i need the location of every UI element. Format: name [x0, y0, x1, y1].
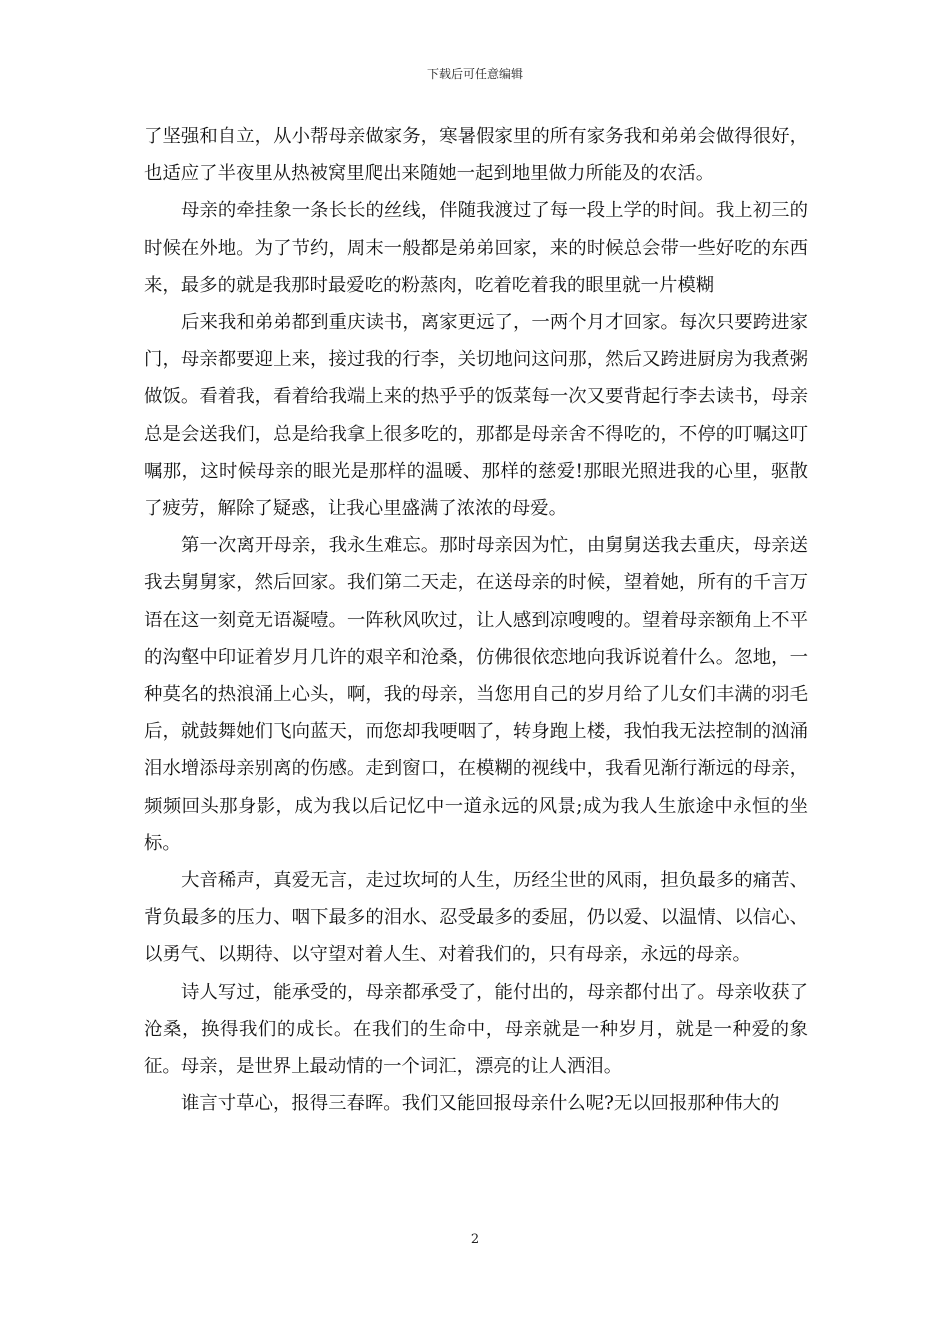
paragraph-5: 大音稀声，真爱无言，走过坎坷的人生，历经尘世的风雨，担负最多的痛苦、背负最多的压力、咽下最多的泪水、忍受最多的委屈，仍以爱、以温情、以信心、以勇气、以期待、以守望对着人生、对着我们的，只有母亲，永远的母亲。 [144, 870, 808, 966]
page-header: 下载后可任意编辑 [426, 67, 523, 81]
paragraph-1: 了坚强和自立，从小帮母亲做家务，寒暑假家里的所有家务我和弟弟会做得很好，也适应了半夜里从热被窝里爬出来随她一起到地里做力所能及的农活。 [144, 126, 808, 185]
page-number: 2 [470, 1232, 480, 1247]
paragraph-2: 母亲的牵挂象一条长长的丝线，伴随我渡过了每一段上学的时间。我上初三的时候在外地。为了节约，周末一般都是弟弟回家，来的时候总会带一些好吃的东西来，最多的就是我那时最爱吃的粉蒸肉，吃着吃着我的眼里就一片模糊 [144, 200, 808, 296]
paragraph-6: 诗人写过，能承受的，母亲都承受了，能付出的，母亲都付出了。母亲收获了沧桑，换得我们的成长。在我们的生命中，母亲就是一种岁月，就是一种爱的象征。母亲，是世界上最动情的一个词汇，漂亮的让人洒泪。 [144, 981, 808, 1078]
paragraph-7: 谁言寸草心，报得三春晖。我们又能回报母亲什么呢?无以回报那种伟大的 [181, 1093, 780, 1115]
paragraph-3: 后来我和弟弟都到重庆读书，离家更远了，一两个月才回家。每次只要跨进家门，母亲都要迎上来，接过我的行李，关切地问这问那，然后又跨进厨房为我煮粥做饭。看着我，看着给我端上来的热乎乎的饭菜每一次又要背起行李去读书，母亲总是会送我们，总是给我拿上很多吃的，那都是母亲舍不得吃的，不停的叮嘱这叮嘱那，这时候母亲的眼光是那样的温暖、那样的慈爱!那眼光照进我的心里，驱散了疲劳，解除了疑惑，让我心里盛满了浓浓的母爱。 [144, 312, 808, 520]
paragraph-4: 第一次离开母亲，我永生难忘。那时母亲因为忙，由舅舅送我去重庆，母亲送我去舅舅家，然后回家。我们第二天走，在送母亲的时候，望着她，所有的千言万语在这一刻竟无语凝噎。一阵秋风吹过，让人感到凉嗖嗖的。望着母亲额角上不平的沟壑中印证着岁月几许的艰辛和沧桑，仿佛很依恋地向我诉说着什么。忽地，一种莫名的热浪涌上心头，啊，我的母亲，当您用自己的岁月给了儿女们丰满的羽毛后，就鼓舞她们飞向蓝天，而您却我哽咽了，转身跑上楼，我怕我无法控制的汹涌泪水增添母亲别离的伤感。走到窗口，在模糊的视线中，我看见渐行渐远的母亲，频频回头那身影，成为我以后记忆中一道永远的风景;成为我人生旅途中永恒的坐标。 [144, 535, 808, 854]
document-body [144, 118, 808, 1122]
